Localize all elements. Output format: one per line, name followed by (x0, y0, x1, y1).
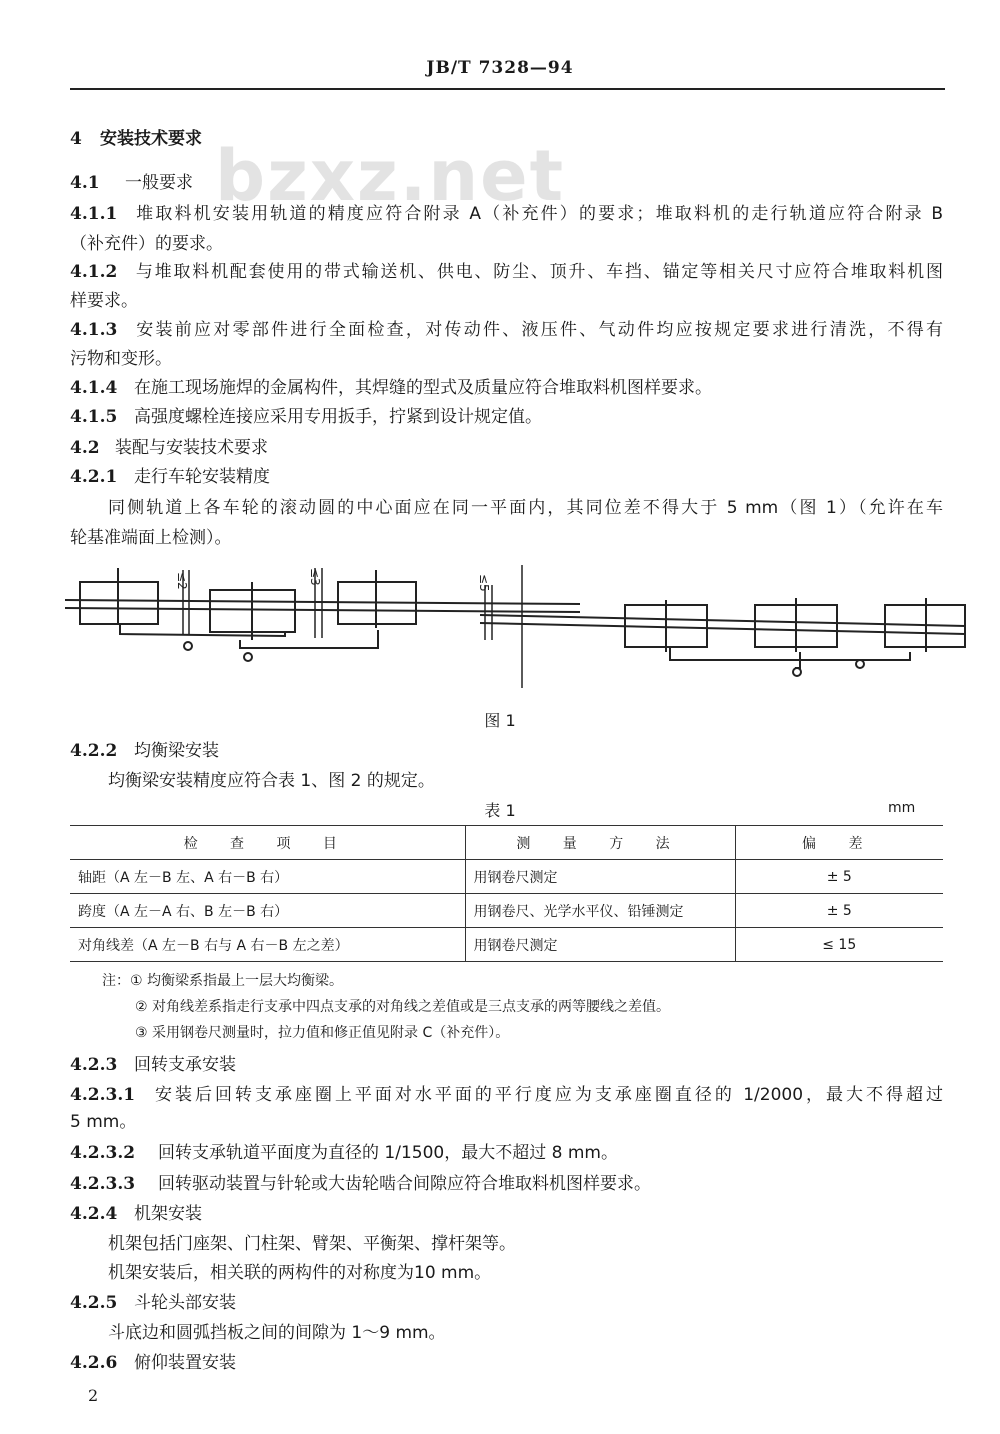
clause-4-1-1-cont: （补充件）的要求。 (70, 234, 223, 254)
pivot (856, 660, 864, 668)
clause-4-2-2-text: 均衡梁安装精度应符合表 1、图 2 的规定。 (108, 771, 435, 791)
clause-title: 回转支承安装 (134, 1055, 236, 1075)
clause-number: 4.1.5 (70, 407, 118, 427)
clause-text: 与堆取料机配套使用的带式输送机、供电、防尘、顶升、车挡、锚定等相关尺寸应符合堆取料机图 (134, 262, 943, 282)
table-note: ③ 采用钢卷尺测量时，拉力值和修正值见附录 C（补充件）。 (135, 1025, 510, 1041)
clause-4-2-4-text: 机架包括门座架、门柱架、臂架、平衡架、撑杆架等。 (108, 1234, 516, 1254)
clause-title: 斗轮头部安装 (134, 1293, 236, 1313)
table-header: 检 查 项 目 (70, 826, 465, 860)
clause-4-2-1-text: 同侧轨道上各车轮的滚动圆的中心面应在同一平面内，其同位差不得大于 5 mm（图 1）（允许在车 (108, 498, 943, 518)
clause-text: 安装前应对零部件进行全面检查，对传动件、液压件、气动件均应按规定要求进行清洗，不得有 (134, 320, 943, 340)
clause-title: 机架安装 (134, 1204, 202, 1224)
clause-number: 4.2.2 (70, 741, 118, 761)
table-header: 测 量 方 法 (465, 826, 735, 860)
table-note: ② 对角线差系指走行支承中四点支承的对角线之差值或是三点支承的两等腰线之差值。 (135, 999, 670, 1015)
section-title: 一般要求 (125, 173, 193, 193)
wheel-frame (338, 570, 416, 628)
clause-4-2-2-heading (70, 740, 219, 762)
clause-4-2-3-3 (70, 1173, 651, 1195)
clause-number: 4.2.3 (70, 1055, 118, 1075)
table-row (70, 894, 943, 928)
figure-1-wheel-diagram (60, 560, 980, 695)
clause-4-2-3-heading (70, 1054, 236, 1076)
clause-number: 4.2.5 (70, 1293, 118, 1313)
page-number: 2 (88, 1386, 99, 1405)
table-cell: 对角线差（A 左－B 右与 A 右－B 左之差） (70, 928, 465, 962)
clause-4-2-5-heading (70, 1292, 236, 1314)
table-note: 注：① 均衡梁系指最上一层大均衡梁。 (102, 973, 343, 989)
table-1-caption: 表 1 (484, 801, 516, 820)
table-1-unit: mm (888, 800, 916, 816)
dimension-label: ≤5 (477, 574, 491, 592)
clause-text: 安装后回转支承座圈上平面对水平面的平行度应为支承座圈直径的 1/2000，最大不得超过 (152, 1085, 943, 1105)
equalizer-link (670, 647, 910, 660)
table-header-row (70, 826, 943, 860)
clause-4-2-3-1-cont: 5 mm。 (70, 1112, 137, 1132)
figure-1-caption: 图 1 (484, 711, 516, 730)
clause-number: 4.2.3.3 (70, 1174, 136, 1194)
dimension-label: ≤3 (308, 568, 322, 586)
table-cell: 轴距（A 左－B 左、A 右－B 右） (70, 860, 465, 894)
clause-text: 回转支承轨道平面度为直径的 1/1500，最大不超过 8 mm。 (158, 1143, 618, 1163)
clause-4-1-2 (70, 261, 943, 283)
pivot (793, 668, 801, 676)
table-cell: 跨度（A 左－A 右、B 左－B 右） (70, 894, 465, 928)
clause-title: 俯仰装置安装 (134, 1353, 236, 1373)
header-rule (70, 88, 945, 90)
document-header: JB/T 7328—94 (426, 58, 574, 78)
clause-4-1-3 (70, 319, 943, 341)
clause-number: 4.1.2 (70, 262, 118, 282)
wheel-frame (210, 582, 295, 640)
clause-text: 在施工现场施焊的金属构件，其焊缝的型式及质量应符合堆取料机图样要求。 (134, 378, 712, 398)
section-4-1-heading (70, 172, 193, 194)
pivot (184, 642, 192, 650)
clause-title: 均衡梁安装 (134, 741, 219, 761)
section-4-2-heading (70, 437, 268, 459)
wheel-frame (80, 568, 158, 624)
section-4-heading (70, 128, 202, 150)
table-cell: ± 5 (735, 894, 943, 928)
clause-4-1-1 (70, 203, 943, 225)
clause-4-2-1-heading (70, 466, 270, 488)
dimension-label: ≤2 (175, 572, 189, 590)
table-header: 偏 差 (735, 826, 943, 860)
clause-number: 4.2.1 (70, 467, 118, 487)
clause-title: 走行车轮安装精度 (134, 467, 270, 487)
clause-text: 回转驱动装置与针轮或大齿轮啮合间隙应符合堆取料机图样要求。 (158, 1174, 651, 1194)
wheel-frame (755, 598, 837, 652)
pivot (244, 653, 252, 661)
clause-4-2-6-heading (70, 1352, 236, 1374)
table-1 (70, 825, 943, 962)
clause-number: 4.1.1 (70, 204, 118, 224)
clause-text: 高强度螺栓连接应采用专用扳手，拧紧到设计规定值。 (134, 407, 542, 427)
table-cell: ≤ 15 (735, 928, 943, 962)
clause-4-2-3-2 (70, 1142, 618, 1164)
clause-4-1-5 (70, 406, 542, 428)
table-cell: 用钢卷尺测定 (465, 928, 735, 962)
section-number: 4 (70, 129, 82, 149)
section-title: 安装技术要求 (100, 129, 202, 149)
clause-number: 4.2.4 (70, 1204, 118, 1224)
clause-4-2-4-text: 机架安装后，相关联的两构件的对称度为10 mm。 (108, 1263, 492, 1283)
table-cell: 用钢卷尺、光学水平仪、铅锤测定 (465, 894, 735, 928)
watermark: bzxz.net (215, 135, 566, 217)
clause-number: 4.1.3 (70, 320, 118, 340)
section-title: 装配与安装技术要求 (115, 438, 268, 458)
clause-4-2-1-text-cont: 轮基准端面上检测）。 (70, 528, 232, 548)
table-row (70, 860, 943, 894)
table-row (70, 928, 943, 962)
clause-4-1-3-cont: 污物和变形。 (70, 349, 172, 369)
clause-4-2-5-text: 斗底边和圆弧挡板之间的间隙为 1～9 mm。 (108, 1323, 446, 1343)
clause-4-1-4 (70, 377, 712, 399)
clause-number: 4.2.6 (70, 1353, 118, 1373)
clause-text: 堆取料机安装用轨道的精度应符合附录 A（补充件）的要求；堆取料机的走行轨道应符合附录 B (134, 204, 943, 224)
clause-number: 4.2.3.2 (70, 1143, 136, 1163)
equalizer-link (120, 624, 285, 636)
clause-number: 4.2.3.1 (70, 1085, 136, 1105)
table-cell: ± 5 (735, 860, 943, 894)
section-number: 4.1 (70, 173, 100, 193)
clause-4-1-2-cont: 样要求。 (70, 291, 138, 311)
table-cell: 用钢卷尺测定 (465, 860, 735, 894)
clause-4-2-4-heading (70, 1203, 202, 1225)
clause-number: 4.1.4 (70, 378, 118, 398)
clause-4-2-3-1 (70, 1084, 943, 1106)
section-number: 4.2 (70, 438, 100, 458)
